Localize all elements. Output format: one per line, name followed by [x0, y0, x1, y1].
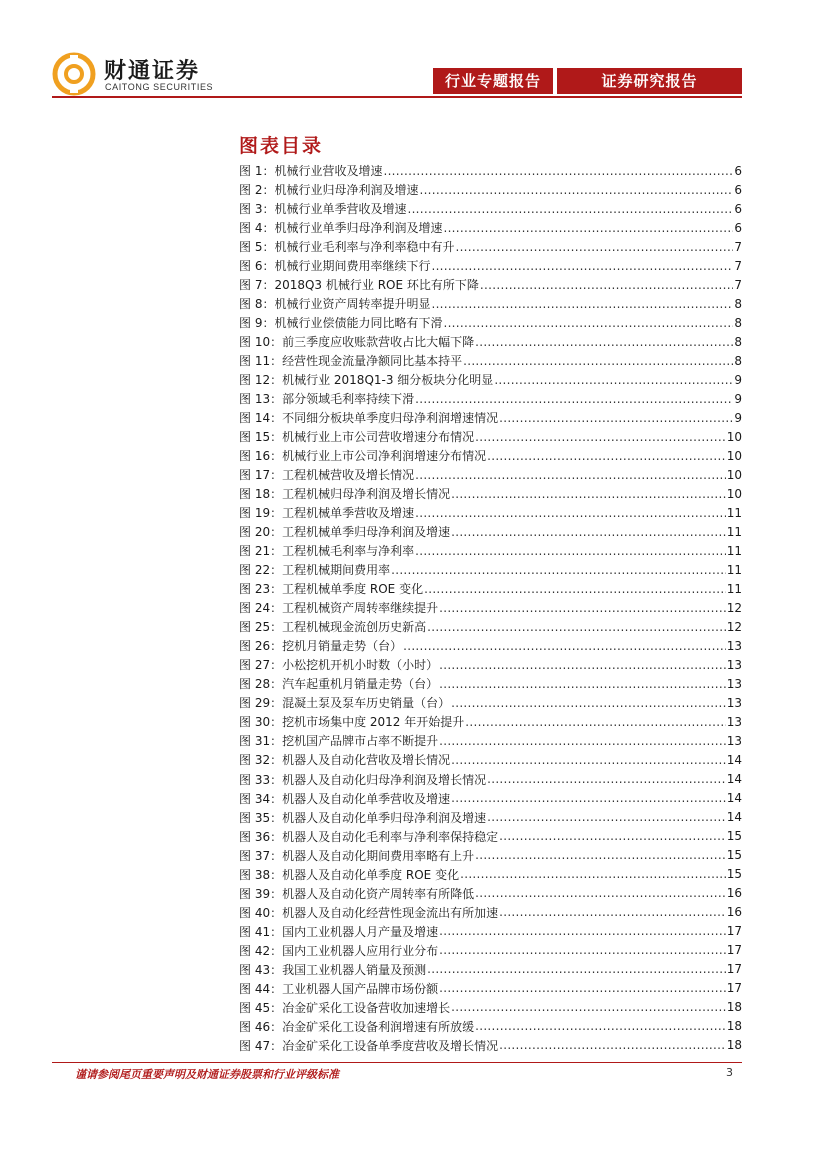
toc-dot-leader: [415, 468, 726, 482]
toc-entry-page: 18: [726, 1038, 742, 1053]
toc-dot-leader: [383, 164, 733, 178]
toc-dot-leader: [475, 1019, 726, 1033]
toc-entry[interactable]: [239, 674, 742, 693]
toc-dot-leader: [451, 1000, 726, 1014]
toc-entry-label: 图 37：机器人及自动化期间费用率略有上升: [239, 848, 475, 863]
toc-dot-leader: [427, 620, 726, 634]
toc-dot-leader: [451, 696, 726, 710]
toc-entry[interactable]: [239, 199, 742, 218]
toc-entry-label: 图 33：机器人及自动化归母净利润及增长情况: [239, 772, 487, 787]
toc-dot-leader: [475, 886, 726, 900]
toc-dot-leader: [451, 791, 726, 805]
toc-entry-label: 图 10：前三季度应收账款营收占比大幅下降: [239, 335, 475, 350]
toc-dot-leader: [439, 981, 726, 995]
toc-entry-page: 7: [734, 277, 742, 292]
toc-entry[interactable]: [239, 256, 742, 275]
toc-entry[interactable]: [239, 446, 742, 465]
toc-entry-page: 9: [734, 391, 742, 406]
company-logo: [52, 52, 227, 100]
toc-entry-label: 图 25：工程机械现金流创历史新高: [239, 620, 427, 635]
toc-entry-page: 12: [726, 619, 742, 634]
toc-entry-page: 6: [734, 163, 742, 178]
toc-title: 图表目录: [239, 135, 324, 157]
toc-entry[interactable]: [239, 903, 742, 922]
toc-entry-label: 图 22：工程机械期间费用率: [239, 563, 391, 578]
toc-entry-label: 图 28：汽车起重机月销量走势（台）: [239, 677, 439, 692]
toc-entry-label: 图 12：机械行业 2018Q1-3 细分板块分化明显: [239, 373, 494, 388]
toc-entry[interactable]: [239, 560, 742, 579]
toc-dot-leader: [431, 259, 733, 273]
toc-entry[interactable]: [239, 389, 742, 408]
toc-entry-label: 图 17：工程机械营收及增长情况: [239, 468, 415, 483]
toc-entry[interactable]: [239, 237, 742, 256]
toc-entry-label: 图 35：机器人及自动化单季归母净利润及增速: [239, 810, 487, 825]
toc-entry-page: 7: [734, 258, 742, 273]
toc-entry-page: 10: [726, 448, 742, 463]
toc-entry-label: 图 3：机械行业单季营收及增速: [239, 202, 407, 217]
toc-dot-leader: [480, 278, 733, 292]
toc-entry-page: 6: [734, 182, 742, 197]
toc-dot-leader: [487, 449, 726, 463]
toc-dot-leader: [475, 430, 726, 444]
toc-entry-label: 图 21：工程机械毛利率与净利率: [239, 544, 415, 559]
toc-entry[interactable]: [239, 922, 742, 941]
toc-entry-label: 图 24：工程机械资产周转率继续提升: [239, 601, 439, 616]
toc-entry[interactable]: [239, 351, 742, 370]
toc-entry-label: 图 7：2018Q3 机械行业 ROE 环比有所下降: [239, 278, 479, 293]
toc-entry-label: 图 2：机械行业归母净利润及增速: [239, 183, 419, 198]
toc-dot-leader: [475, 848, 726, 862]
toc-entry-label: 图 46：冶金矿采化工设备利润增速有所放缓: [239, 1019, 475, 1034]
toc-entry-page: 17: [726, 962, 742, 977]
toc-entry-page: 14: [726, 772, 742, 786]
toc-dot-leader: [419, 183, 733, 197]
toc-dot-leader: [475, 335, 733, 349]
toc-dot-leader: [463, 354, 733, 368]
toc-dot-leader: [443, 316, 733, 330]
toc-dot-leader: [439, 734, 726, 748]
caitong-logo-icon: [52, 52, 96, 96]
toc-entry-label: 图 23：工程机械单季度 ROE 变化: [239, 582, 424, 597]
toc-entry-page: 8: [734, 296, 742, 311]
toc-entry[interactable]: [239, 427, 742, 446]
toc-entry[interactable]: [239, 979, 742, 998]
toc-entry-label: 图 27：小松挖机开机小时数（小时）: [239, 658, 439, 673]
toc-entry-page: 11: [726, 524, 742, 539]
toc-entry-page: 8: [734, 334, 742, 349]
toc-entry-label: 图 42：国内工业机器人应用行业分布: [239, 943, 439, 958]
toc-dot-leader: [415, 544, 726, 558]
toc-dot-leader: [465, 715, 725, 729]
toc-entry-page: 14: [726, 810, 742, 825]
toc-entry-label: 图 15：机械行业上市公司营收增速分布情况: [239, 430, 475, 445]
toc-entry-page: 11: [726, 581, 742, 596]
toc-entry-page: 14: [726, 791, 742, 806]
toc-entry-label: 图 38：机器人及自动化单季度 ROE 变化: [239, 867, 460, 882]
toc-entry-label: 图 39：机器人及自动化资产周转率有所降低: [239, 886, 475, 901]
toc-entry-page: 13: [726, 733, 742, 748]
toc-entry-label: 图 26：挖机月销量走势（台）: [239, 639, 403, 654]
toc-entry-page: 7: [734, 239, 742, 254]
logo-name-cn: 财通证券: [104, 59, 201, 84]
toc-entry-label: 图 31：挖机国产品牌市占率不断提升: [239, 734, 439, 749]
report-type-tag: 行业专题报告: [433, 68, 553, 94]
toc-entry[interactable]: [239, 960, 742, 979]
toc-dot-leader: [487, 810, 726, 824]
toc-entry-label: 图 13：部分领域毛利率持续下滑: [239, 392, 415, 407]
toc-entry-page: 6: [734, 220, 742, 235]
toc-entry[interactable]: [239, 731, 742, 750]
toc-dot-leader: [455, 240, 733, 254]
toc-entry-page: 13: [726, 676, 742, 691]
toc-entry-page: 13: [726, 657, 742, 672]
toc-entry-page: 12: [726, 600, 742, 615]
toc-entry-label: 图 6：机械行业期间费用率继续下行: [239, 259, 431, 274]
toc-dot-leader: [499, 905, 726, 919]
toc-entry[interactable]: [239, 941, 742, 960]
toc-entry-label: 图 5：机械行业毛利率与净利率稳中有升: [239, 240, 455, 255]
toc-entry[interactable]: [239, 332, 742, 351]
toc-dot-leader: [499, 411, 733, 425]
toc-entry[interactable]: [239, 294, 742, 313]
toc-entry[interactable]: [239, 370, 742, 389]
toc-entry[interactable]: [239, 770, 742, 789]
toc-entry[interactable]: [239, 1017, 742, 1036]
toc-entry-page: 9: [734, 410, 742, 425]
toc-entry-page: 10: [726, 486, 742, 501]
toc-entry-label: 图 41：国内工业机器人月产量及增速: [239, 924, 439, 939]
toc-entry-page: 15: [726, 848, 742, 863]
toc-dot-leader: [443, 221, 733, 235]
toc-dot-leader: [427, 962, 726, 976]
toc-dot-leader: [439, 601, 726, 615]
toc-dot-leader: [391, 563, 726, 577]
logo-name-en: CAITONG SECURITIES: [105, 82, 214, 92]
footer-divider: [52, 1062, 742, 1063]
toc-entry-page: 10: [726, 429, 742, 444]
toc-entry[interactable]: [239, 408, 742, 427]
toc-entry-label: 图 34：机器人及自动化单季营收及增速: [239, 791, 451, 806]
toc-entry-label: 图 4：机械行业单季归母净利润及增速: [239, 221, 443, 236]
toc-entry-page: 18: [726, 1000, 742, 1015]
toc-entry-page: 9: [734, 372, 742, 387]
toc-dot-leader: [494, 373, 733, 387]
toc-entry[interactable]: [239, 827, 742, 846]
toc-entry-label: 图 18：工程机械归母净利润及增长情况: [239, 487, 451, 502]
toc-entry-label: 图 9：机械行业偿债能力同比略有下滑: [239, 316, 443, 331]
toc-entry-label: 图 45：冶金矿采化工设备营收加速增长: [239, 1000, 451, 1015]
toc-entry-label: 图 36：机器人及自动化毛利率与净利率保持稳定: [239, 829, 499, 844]
toc-dot-leader: [431, 297, 733, 311]
toc-entry[interactable]: [239, 541, 742, 560]
toc-entry-page: 11: [726, 562, 742, 577]
toc-entry-page: 11: [726, 543, 742, 558]
toc-dot-leader: [439, 924, 726, 938]
toc-dot-leader: [439, 658, 726, 672]
toc-entry[interactable]: [239, 180, 742, 199]
toc-entry-label: 图 11：经营性现金流量净额同比基本持平: [239, 354, 463, 369]
toc-entry[interactable]: [239, 218, 742, 237]
toc-dot-leader: [451, 487, 726, 501]
toc-entry[interactable]: [239, 275, 742, 294]
toc-entry-label: 图 43：我国工业机器人销量及预测: [239, 962, 427, 977]
toc-entry-page: 15: [726, 867, 742, 882]
toc-entry[interactable]: [239, 1036, 742, 1055]
toc-entry-page: 11: [726, 505, 742, 520]
toc-entry[interactable]: [239, 503, 742, 522]
toc-entry-label: 图 44：工业机器人国产品牌市场份额: [239, 981, 439, 996]
toc-entry-page: 13: [726, 695, 742, 710]
page-number: 3: [726, 1066, 733, 1079]
toc-dot-leader: [415, 506, 726, 520]
toc-entry[interactable]: [239, 750, 742, 769]
toc-entry-page: 17: [726, 943, 742, 958]
toc-dot-leader: [487, 772, 726, 786]
toc-dot-leader: [424, 582, 726, 596]
toc-entry-page: 17: [726, 981, 742, 996]
footer-disclaimer: 谨请参阅尾页重要声明及财通证券股票和行业评级标准: [75, 1068, 339, 1081]
toc-dot-leader: [415, 392, 733, 406]
toc-entry-page: 10: [726, 467, 742, 482]
toc-entry-page: 17: [726, 924, 742, 939]
toc-dot-leader: [499, 829, 726, 843]
toc-dot-leader: [451, 525, 726, 539]
toc-dot-leader: [499, 1038, 726, 1052]
toc-entry-page: 15: [726, 829, 742, 844]
toc-entry-page: 8: [734, 315, 742, 330]
toc-entry[interactable]: [239, 846, 742, 865]
toc-dot-leader: [403, 639, 726, 653]
toc-dot-leader: [439, 677, 726, 691]
toc-entry-page: 6: [734, 201, 742, 216]
toc-entry[interactable]: [239, 884, 742, 903]
toc-entry-label: 图 32：机器人及自动化营收及增长情况: [239, 753, 451, 768]
toc-entry[interactable]: [239, 484, 742, 503]
toc-entry-page: 16: [726, 905, 742, 920]
toc-list: [239, 161, 742, 1055]
toc-entry[interactable]: [239, 617, 742, 636]
header-divider: [52, 96, 742, 98]
toc-entry[interactable]: [239, 313, 742, 332]
toc-dot-leader: [439, 943, 726, 957]
toc-entry-label: 图 40：机器人及自动化经营性现金流出有所加速: [239, 905, 499, 920]
toc-entry-label: 图 16：机械行业上市公司净利润增速分布情况: [239, 449, 487, 464]
toc-entry-page: 13: [726, 714, 742, 729]
toc-entry-page: 14: [726, 752, 742, 767]
toc-entry[interactable]: [239, 522, 742, 541]
toc-dot-leader: [460, 867, 726, 881]
toc-entry-label: 图 19：工程机械单季营收及增速: [239, 506, 415, 521]
toc-entry[interactable]: [239, 655, 742, 674]
toc-dot-leader: [451, 753, 726, 767]
toc-entry-label: 图 47：冶金矿采化工设备单季度营收及增长情况: [239, 1038, 499, 1053]
toc-entry-label: 图 8：机械行业资产周转率提升明显: [239, 297, 431, 312]
toc-dot-leader: [407, 202, 733, 216]
toc-entry[interactable]: [239, 579, 742, 598]
toc-entry-page: 16: [726, 886, 742, 901]
toc-entry[interactable]: [239, 865, 742, 884]
toc-entry-label: 图 29：混凝土泵及泵车历史销量（台）: [239, 696, 451, 711]
toc-entry-label: 图 14：不同细分板块单季度归母净利润增速情况: [239, 411, 499, 426]
toc-entry[interactable]: [239, 465, 742, 484]
report-category-tag: 证券研究报告: [557, 68, 742, 94]
toc-entry[interactable]: [239, 636, 742, 655]
toc-entry[interactable]: [239, 693, 742, 712]
toc-entry[interactable]: [239, 712, 742, 731]
toc-entry-page: 18: [726, 1019, 742, 1034]
toc-entry-label: 图 1：机械行业营收及增速: [239, 164, 383, 178]
toc-entry-label: 图 20：工程机械单季归母净利润及增速: [239, 525, 451, 540]
toc-entry[interactable]: [239, 161, 742, 180]
toc-entry-page: 13: [726, 638, 742, 653]
toc-entry[interactable]: [239, 789, 742, 808]
toc-entry[interactable]: [239, 998, 742, 1017]
toc-entry[interactable]: [239, 808, 742, 827]
toc-entry-label: 图 30：挖机市场集中度 2012 年开始提升: [239, 715, 465, 730]
toc-entry[interactable]: [239, 598, 742, 617]
toc-entry-page: 8: [734, 353, 742, 368]
